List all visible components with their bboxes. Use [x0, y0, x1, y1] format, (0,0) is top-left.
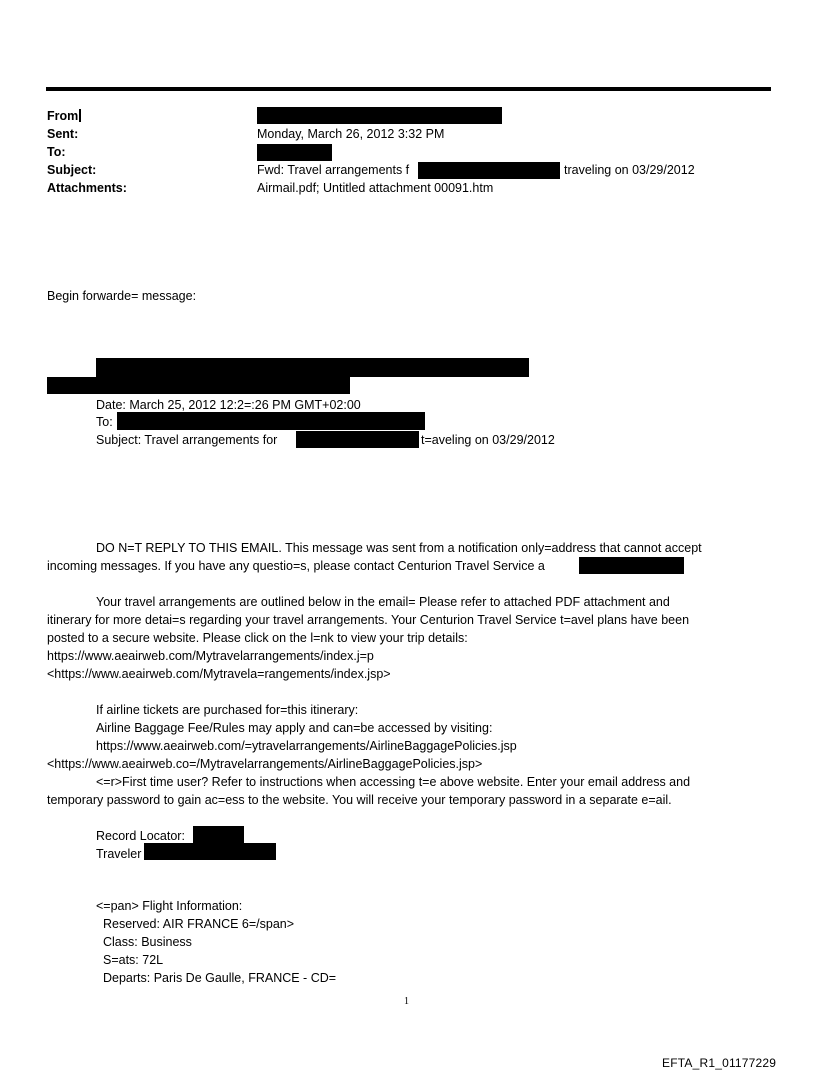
redaction-traveler	[144, 843, 276, 860]
para3-line1: If airline tickets are purchased for=this itinerary:	[96, 703, 359, 717]
subject-value-suffix: traveling on 03/29/2012	[564, 163, 695, 177]
record-locator-label: Record Locator:	[96, 829, 185, 843]
flight-line1: <=pan> Flight Information:	[96, 899, 243, 913]
flight-line2: Reserved: AIR FRANCE 6=/span>	[103, 917, 295, 931]
para3-line6: temporary password to gain ac=ess to the website. You will receive your temporary password in a separate e=ail.	[47, 793, 672, 807]
begin-forwarded: Begin forwarde= message:	[47, 289, 197, 303]
redaction-subject	[418, 162, 560, 179]
to-label: To:	[47, 145, 66, 159]
redaction-to	[257, 144, 332, 161]
redaction-fwd-from-1	[96, 358, 529, 377]
from-label: From	[47, 108, 81, 124]
header-rule	[46, 87, 771, 91]
footer-document-id: EFTA_R1_01177229	[662, 1056, 777, 1070]
subject-label: Subject:	[47, 163, 97, 177]
para3-line4: <https://www.aeairweb.co=/Mytravelarrangements/AirlineBaggagePolicies.jsp>	[47, 757, 483, 771]
flight-line5: Departs: Paris De Gaulle, FRANCE - CD=	[103, 971, 337, 985]
para2-line4: https://www.aeairweb.com/Mytravelarrangements/index.j=p	[47, 649, 374, 663]
fwd-to: To:	[96, 415, 113, 429]
para2-line3: posted to a secure website. Please click on the l=nk to view your trip details:	[47, 631, 468, 645]
sent-label: Sent:	[47, 127, 79, 141]
text-cursor	[79, 109, 81, 122]
para3-line3: https://www.aeairweb.com/=ytravelarrangements/AirlineBaggagePolicies.jsp	[96, 739, 517, 753]
fwd-date: Date: March 25, 2012 12:2=:26 PM GMT+02:00	[96, 398, 361, 412]
page-number: 1	[404, 996, 409, 1007]
redaction-fwd-subject	[296, 431, 419, 448]
flight-line3: Class: Business	[103, 935, 192, 949]
para3-line2: Airline Baggage Fee/Rules may apply and can=be accessed by visiting:	[96, 721, 493, 735]
para2-line1: Your travel arrangements are outlined below in the email= Please refer to attached PDF attachment and	[96, 595, 670, 609]
redaction-fwd-to	[117, 412, 425, 430]
sent-value: Monday, March 26, 2012 3:32 PM	[257, 127, 445, 141]
subject-value-prefix: Fwd: Travel arrangements f	[257, 163, 410, 177]
para3-line5: <=r>First time user? Refer to instructions when accessing t=e above website. Enter your email address and	[96, 775, 691, 789]
para2-line5: <https://www.aeairweb.com/Mytravela=rangements/index.jsp>	[47, 667, 391, 681]
attachments-value: Airmail.pdf; Untitled attachment 00091.htm	[257, 181, 494, 195]
para1-line2: incoming messages. If you have any questio=s, please contact Centurion Travel Service a	[47, 559, 545, 573]
fwd-subject-suffix: t=aveling on 03/29/2012	[421, 433, 555, 447]
para1-line1: DO N=T REPLY TO THIS EMAIL. This message was sent from a notification only=address that cannot accept	[96, 541, 702, 555]
redaction-record-locator	[193, 826, 244, 843]
fwd-subject-prefix: Subject: Travel arrangements for	[96, 433, 278, 447]
redaction-fwd-from-2	[47, 377, 350, 394]
flight-line4: S=ats: 72L	[103, 953, 164, 967]
attachments-label: Attachments:	[47, 181, 127, 195]
redaction-phone	[579, 557, 684, 574]
para2-line2: itinerary for more detai=s regarding your travel arrangements. Your Centurion Travel Service t=avel plans have been	[47, 613, 690, 627]
traveler-label: Traveler	[96, 847, 142, 861]
redaction-from	[257, 107, 502, 124]
